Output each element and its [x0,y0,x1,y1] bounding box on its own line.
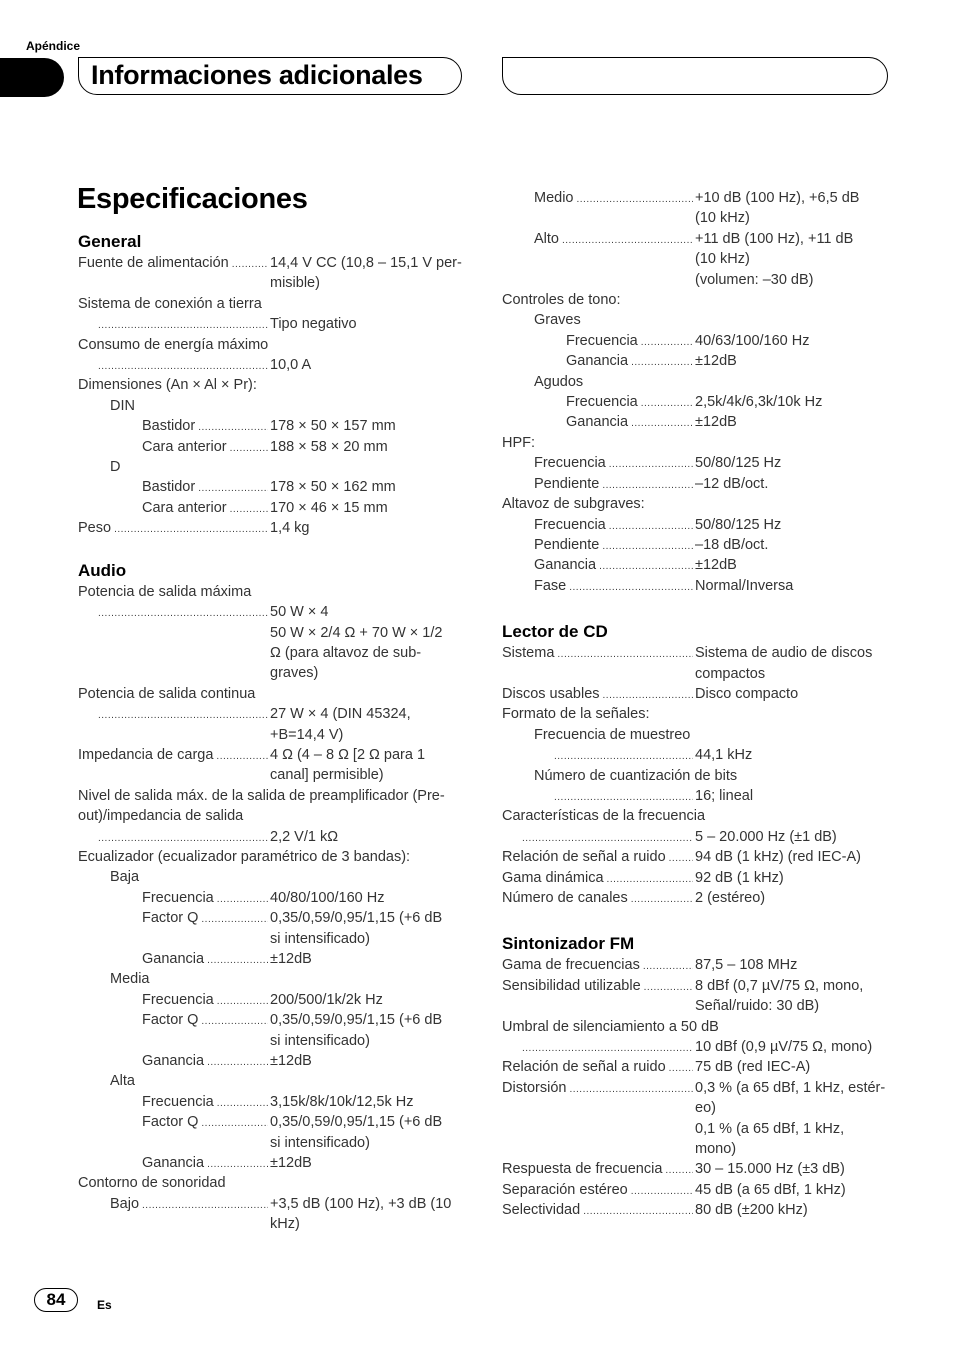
spec-row [502,331,892,351]
spec-label: Fase [534,577,567,594]
spec-value: 45 dB (a 65 dBf, 1 kHz) [695,1181,846,1198]
spec-value: si intensificado) [270,1032,370,1049]
spec-value: 80 dB (±200 kHz) [695,1202,808,1219]
spec-value: canal] permisible) [270,767,384,784]
spec-label: Frecuencia [142,991,214,1008]
spec-label: Impedancia de carga [78,746,214,763]
spec-value: (10 kHz) [695,251,750,268]
spec-label: Nivel de salida máx. de la salida de preamplificador (Pre- [78,787,445,804]
spec-label: Gama dinámica [502,869,604,886]
spec-sublabel: Alta [110,1073,135,1090]
spec-value: 40/80/100/160 Hz [270,889,385,906]
spec-row [502,515,892,535]
spec-value: 178 × 50 × 162 mm [270,479,396,496]
header-title: Informaciones adicionales [91,60,423,90]
spec-value: 14,4 V CC (10,8 – 15,1 V per- [270,255,462,271]
spec-row [502,1037,892,1057]
spec-label: Número de canales [502,890,628,906]
spec-row [78,437,466,457]
spec-value: 170 × 46 × 15 mm [270,499,388,516]
spec-label: Frecuencia [534,455,606,472]
spec-sublabel: D [110,459,121,476]
spec-value: ±12dB [270,1053,312,1070]
spec-label: Cara anterior [142,499,227,516]
spec-value: (volumen: –30 dB) [695,271,814,288]
spec-sublabel: Baja [110,869,140,886]
language-code: Es [97,1298,112,1312]
spec-row [502,535,892,555]
spec-value: 2 (estéreo) [695,890,766,906]
spec-value: ±12dB [695,353,737,370]
spec-row [78,949,466,969]
spec-label: Bastidor [142,479,196,496]
spec-row [78,518,466,538]
spec-row [502,745,892,765]
spec-row [78,498,466,518]
spec-label: Gama de frecuencias [502,957,640,974]
spec-row [502,786,892,806]
spec-label: Separación estéreo [502,1181,628,1198]
spec-value: 0,35/0,59/0,95/1,15 (+6 dB [270,910,443,927]
spec-value: Tipo negativo [270,316,357,333]
spec-value: kHz) [270,1216,300,1233]
spec-label: Sensibilidad utilizable [502,977,641,994]
spec-sublabel: Agudos [534,373,584,390]
spec-value: 0,1 % (a 65 dBf, 1 kHz, [695,1120,845,1137]
spec-label: Controles de tono: [502,292,621,309]
spec-row [502,1159,892,1179]
spec-value: 1,4 kg [270,520,310,537]
spec-label: Bajo [110,1195,140,1212]
spec-row [78,827,466,847]
spec-row [502,555,892,575]
spec-label: Distorsión [502,1079,567,1096]
spec-row [78,1051,466,1071]
spec-value: 3,15k/8k/10k/12,5k Hz [270,1093,414,1110]
spec-value: Normal/Inversa [695,577,794,594]
spec-row [502,643,892,684]
spec-value: +3,5 dB (100 Hz), +3 dB (10 [270,1195,452,1212]
spec-row [78,1112,466,1153]
header-title-box [78,57,462,95]
spec-value: graves) [270,665,319,682]
spec-value: 27 W × 4 (DIN 45324, [270,706,411,723]
spec-row [502,229,892,290]
spec-value: misible) [270,275,320,292]
spec-row [502,1057,892,1077]
section-heading-cd: Lector de CD [502,622,608,642]
spec-row [502,474,892,494]
spec-value: 50/80/125 Hz [695,516,782,533]
header-tab-marker [0,58,64,97]
spec-value: 200/500/1k/2k Hz [270,991,383,1008]
spec-row [502,1180,892,1200]
spec-row [78,253,466,294]
spec-label: Discos usables [502,685,600,702]
spec-label: HPF: [502,434,536,451]
spec-value: –12 dB/oct. [695,475,769,492]
spec-value: –18 dB/oct. [695,536,769,553]
spec-value: mono) [695,1141,737,1158]
spec-row [78,355,466,375]
spec-row [502,1200,892,1220]
spec-value: ±12dB [270,1155,312,1172]
spec-value: 40/63/100/160 Hz [695,332,810,349]
spec-label: Factor Q [142,1012,199,1029]
spec-value: 178 × 50 × 157 mm [270,418,396,435]
spec-value: 30 – 15.000 Hz (±3 dB) [695,1161,845,1178]
spec-label: Relación de señal a ruido [502,849,666,866]
header-empty-box [502,57,888,95]
spec-value: 4 Ω (4 – 8 Ω [2 Ω para 1 [270,746,426,763]
spec-value: 10 dBf (0,9 µV/75 Ω, mono) [695,1039,873,1056]
spec-value: 92 dB (1 kHz) [695,869,784,886]
spec-label: Respuesta de frecuencia [502,1161,663,1178]
spec-label: Ecualizador (ecualizador paramétrico de 3 bandas): [78,848,411,865]
spec-value: 5 – 20.000 Hz (±1 dB) [695,828,837,845]
spec-value: 0,3 % (a 65 dBf, 1 kHz, estér- [695,1079,886,1096]
spec-label: Ganancia [142,1155,205,1172]
section-label: Apéndice [26,39,81,53]
spec-label: Alto [534,230,559,247]
spec-label: Peso [78,520,112,537]
spec-row [78,1194,466,1235]
spec-sublabel: Graves [534,312,581,329]
spec-value: eo) [695,1100,716,1117]
spec-value: ±12dB [695,557,737,574]
spec-label: Consumo de energía máximo [78,336,269,353]
spec-value: Señal/ruido: 30 dB) [695,998,820,1015]
spec-label: Dimensiones (An × Al × Pr): [78,377,257,394]
spec-value: 0,35/0,59/0,95/1,15 (+6 dB [270,1012,443,1029]
spec-row [502,888,892,908]
spec-value: 0,35/0,59/0,95/1,15 (+6 dB [270,1114,443,1131]
spec-value: +B=14,4 V) [270,726,344,743]
spec-value: Sistema de audio de discos [695,645,873,662]
spec-label: Frecuencia [566,332,638,349]
spec-row [502,684,892,704]
spec-row [78,477,466,497]
spec-row [502,1078,892,1160]
spec-row [78,314,466,334]
spec-value: 50/80/125 Hz [695,455,782,472]
spec-value: 8 dBf (0,7 µV/75 Ω, mono, [695,977,864,994]
spec-value: Disco compacto [695,685,799,702]
spec-label: Ganancia [534,557,597,574]
spec-label: Frecuencia [534,516,606,533]
spec-row [502,412,892,432]
spec-row [502,955,892,975]
spec-label: Ganancia [142,951,205,967]
spec-row [502,827,892,847]
section-heading-audio: Audio [78,560,127,580]
spec-row [502,188,892,229]
left-column [78,231,466,1235]
spec-row [502,351,892,371]
spec-row [78,1010,466,1051]
spec-sublabel: DIN [110,397,135,414]
spec-label: Bastidor [142,418,196,435]
spec-value: ±12dB [695,414,737,431]
spec-row [78,990,466,1010]
spec-label: Pendiente [534,475,600,492]
spec-row [502,976,892,1017]
spec-sublabel: Media [110,971,150,988]
spec-value: (10 kHz) [695,210,750,227]
spec-value: +10 dB (100 Hz), +6,5 dB [695,190,860,206]
spec-row [502,868,892,888]
spec-label: Potencia de salida continua [78,685,256,702]
spec-label: Frecuencia [142,889,214,906]
page-number: 84 [34,1288,78,1312]
spec-label: Sistema [502,645,555,662]
spec-value: 10,0 A [270,357,312,374]
spec-label: Selectividad [502,1202,581,1219]
section-heading-general: General [78,232,142,251]
spec-label: Ganancia [142,1053,205,1070]
spec-label: Contorno de sonoridad [78,1175,226,1192]
spec-value: ±12dB [270,951,312,967]
spec-value: 87,5 – 108 MHz [695,957,798,974]
spec-row [502,453,892,473]
spec-row [502,576,892,596]
spec-label: Relación de señal a ruido [502,1059,666,1076]
spec-value: compactos [695,665,766,682]
page-title: Especificaciones [77,183,308,215]
spec-row [78,888,466,908]
spec-row [78,1092,466,1112]
spec-value: 16; lineal [695,787,754,804]
spec-value: 75 dB (red IEC-A) [695,1059,811,1076]
spec-value: Ω (para altavoz de sub- [270,644,422,661]
spec-value: si intensificado) [270,1134,370,1151]
spec-label: Sistema de conexión a tierra [78,295,262,312]
spec-value: si intensificado) [270,930,370,947]
spec-label: Frecuencia [142,1093,214,1110]
spec-value: 2,5k/4k/6,3k/10k Hz [695,394,823,411]
spec-row [78,908,466,949]
spec-label: Potencia de salida máxima [78,583,252,600]
spec-label: out)/impedancia de salida [78,808,244,825]
spec-value: 188 × 58 × 20 mm [270,438,388,455]
spec-label: Altavoz de subgraves: [502,496,645,513]
spec-value: 50 W × 2/4 Ω + 70 W × 1/2 [270,624,443,641]
spec-label: Cara anterior [142,438,227,455]
spec-label: Umbral de silenciamiento a 50 dB [502,1018,719,1035]
spec-sublabel: Número de cuantización de bits [534,767,738,784]
spec-row [502,847,892,867]
spec-label: Ganancia [566,414,629,431]
spec-label: Fuente de alimentación [78,255,229,271]
spec-row [78,416,466,436]
spec-label: Características de la frecuencia [502,808,706,825]
spec-row [502,392,892,412]
spec-row [78,704,466,745]
spec-value: +11 dB (100 Hz), +11 dB [695,230,854,247]
spec-label: Ganancia [566,353,629,370]
spec-label: Frecuencia [566,394,638,411]
spec-value: 2,2 V/1 kΩ [270,828,339,845]
spec-label: Pendiente [534,536,600,553]
spec-label: Formato de la señales: [502,706,650,723]
spec-row [78,602,466,684]
spec-row [78,745,466,786]
spec-row [78,1153,466,1173]
spec-label: Factor Q [142,1114,199,1131]
spec-label: Factor Q [142,910,199,927]
section-heading-fm: Sintonizador FM [502,934,635,954]
spec-value: 50 W × 4 [270,604,329,621]
spec-value: 94 dB (1 kHz) (red IEC-A) [695,849,861,866]
spec-value: 44,1 kHz [695,747,753,764]
spec-label: Medio [534,190,574,206]
right-column [502,188,892,1221]
spec-sublabel: Frecuencia de muestreo [534,726,691,743]
